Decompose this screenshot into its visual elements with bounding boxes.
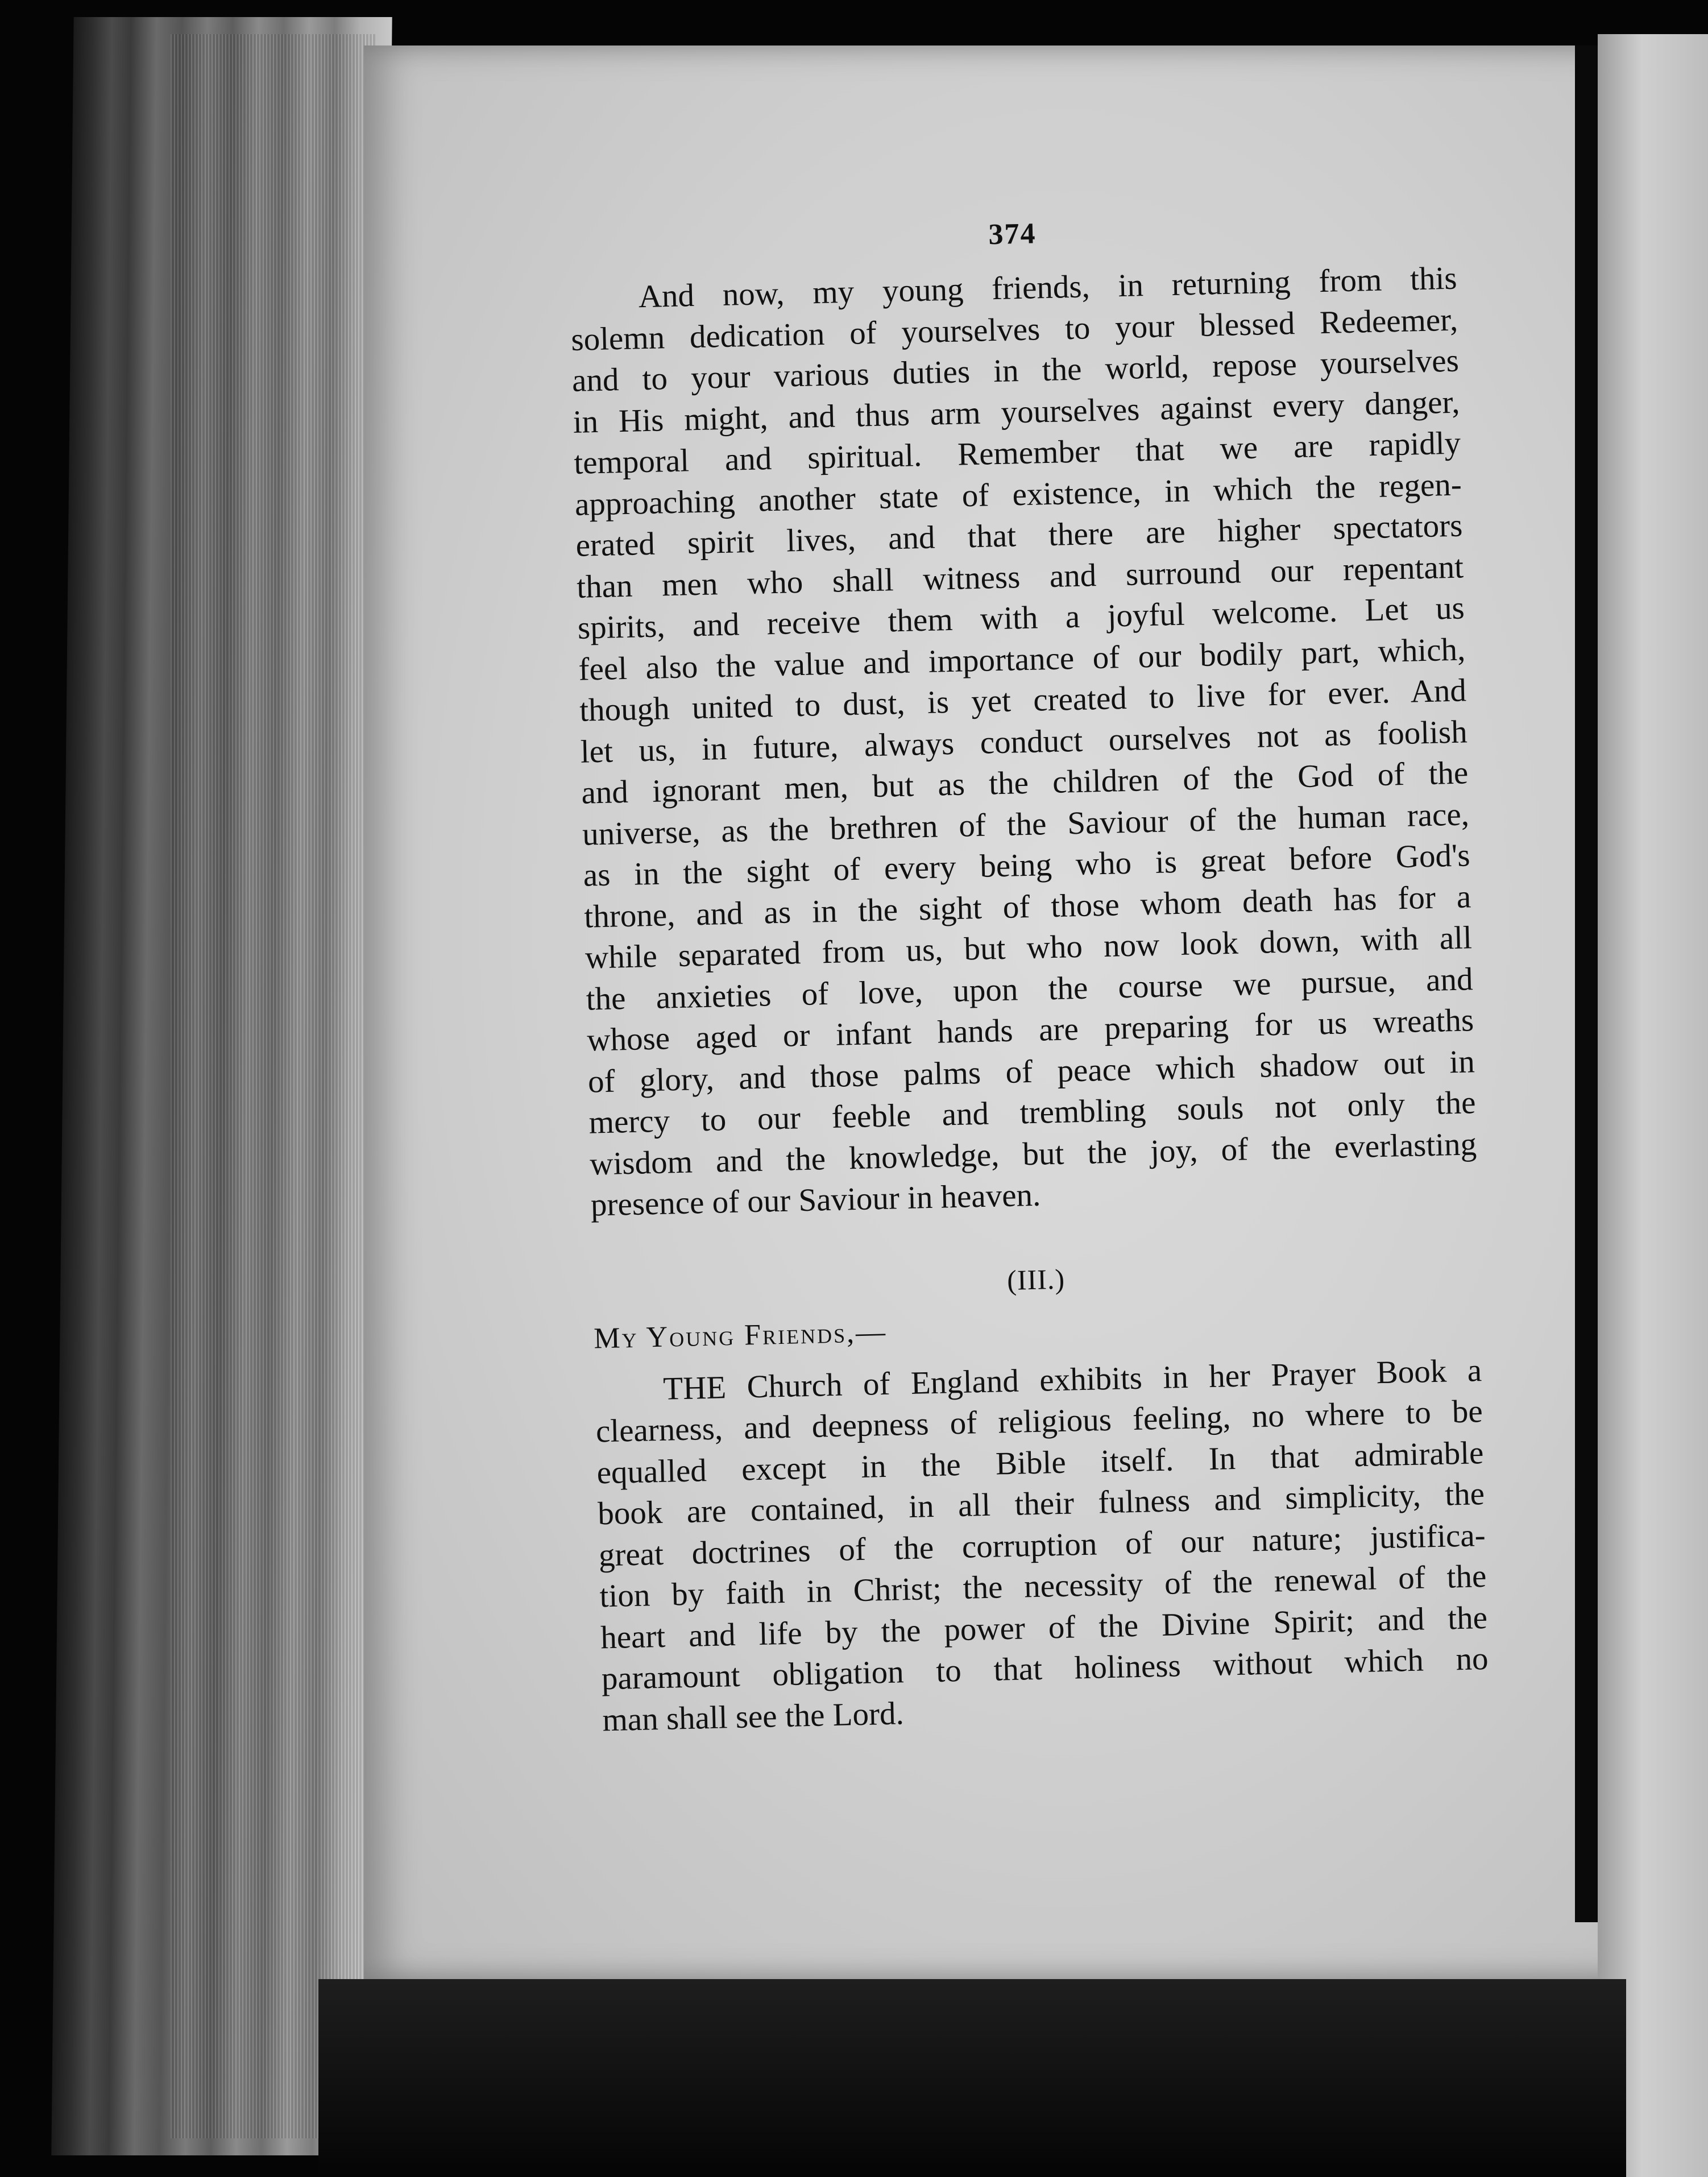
page-number: 374 [988,217,1037,251]
facing-page-edge [1598,34,1708,2177]
paragraph-line: whose aged or infant hands are preparing for us wreaths [586,1002,1474,1058]
paragraph-line: than men who shall witness and surround our repentant [576,548,1464,605]
paragraph-line: though united to dust, is yet created to live for ever. And [579,672,1467,729]
paragraph-line: and to your various duties in the world, repose yourselves [571,342,1460,399]
paragraph-line: wisdom and the knowledge, but the joy, of the everlasting [589,1125,1477,1182]
paragraph-line: mercy to our feeble and trembling souls not only the [588,1085,1477,1141]
paragraph-1 [570,258,1478,1226]
paragraph-line: solemn dedication of yourselves to your blessed Redeemer, [570,301,1458,358]
paragraph-line: approaching another state of existence, in which the regen- [574,466,1462,523]
right-gutter-shadow [1575,45,1598,1922]
paragraph-line: spirits, and receive them with a joyful welcome. Let us [577,590,1465,646]
section-number: (III.) [1006,1263,1066,1296]
paragraph-line: temporal and spiritual. Remember that we are rapidly [573,425,1461,481]
paragraph-line: in His might, and thus arm yourselves against every danger, [573,384,1461,440]
page-text-block [569,208,1490,1741]
paragraph-line: presence of our Saviour in heaven. [590,1177,1041,1223]
paragraph-line: equalled except in the Bible itself. In that admirable [596,1434,1484,1491]
book-edge-lines [171,34,375,2138]
paragraph-line: heart and life by the power of the Divine Spirit; and the [600,1599,1488,1655]
paragraph-line: of glory, and those palms of peace which shadow out in [587,1043,1475,1100]
paragraph-line: erated spirit lives, and that there are higher spectators [575,507,1464,564]
paragraph-line: book are contained, in all their fulness and simplicity, the [597,1476,1485,1532]
paragraph-line: as in the sight of every being who is great before God's [583,837,1471,893]
bottom-shadow [318,1979,1626,2177]
paragraph-line: man shall see the Lord. [602,1695,905,1738]
paragraph-line: and ignorant men, but as the children of the God of the [581,755,1469,811]
paragraph-line: feel also the value and importance of our bodily part, which, [578,631,1466,688]
paragraph-line: great doctrines of the corruption of our nature; justifica- [598,1517,1486,1573]
paragraph-2 [595,1350,1490,1741]
paragraph-line: while separated from us, but who now look down, with all [584,920,1473,976]
paragraph-line: paramount obligation to that holiness without which no [601,1640,1489,1697]
paragraph-line: let us, in future, always conduct ourselves not as foolish [580,713,1468,770]
paragraph-line: THE Church of England exhibits in her Prayer Book a [662,1352,1482,1407]
salutation: My Young Friends,— [593,1315,888,1355]
paragraph-line: And now, my young friends, in returning from this [638,260,1458,315]
paragraph-line: throne, and as in the sight of those whom death has for a [583,878,1471,935]
paragraph-line: universe, as the brethren of the Saviour of the human race, [582,796,1470,852]
paragraph-line: tion by faith in Christ; the necessity of the renewal of the [599,1558,1487,1615]
paragraph-line: clearness, and deepness of religious feeling, no where to be [595,1393,1483,1450]
paragraph-line: the anxieties of love, upon the course we pursue, and [586,961,1474,1017]
